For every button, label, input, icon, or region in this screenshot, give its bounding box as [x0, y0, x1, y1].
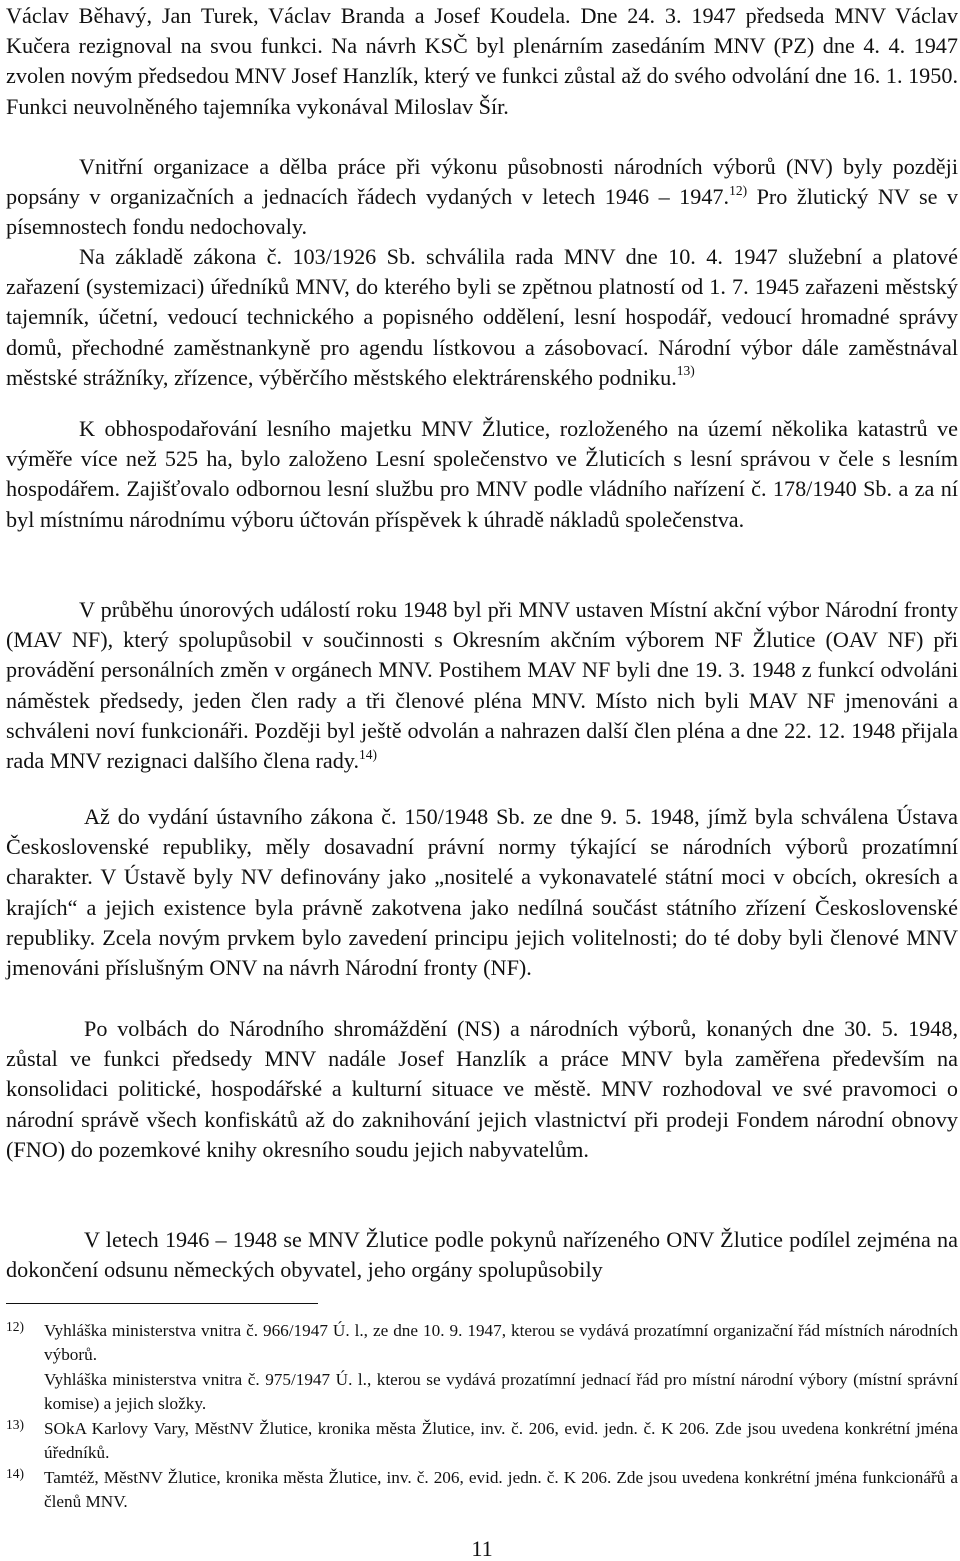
paragraph-february-1948: V průběhu únorových událostí roku 1948 byl při MNV ustaven Místní akční výbor Národní fronty (MAV NF), který spolupůsobil v součinnosti s Okresním akčním výborem NF Žlutice (OAV NF) při provádění personálních změn v orgánech MNV. Postihem MAV NF byli dne 19. 3. 1948 z funkcí odvoláni náměstek předsedy, jeden člen rady a tři členové pléna MNV. Místo nich byli MAV NF jmenováni a schváleni noví funkcionáři. Později byl ještě odvolán a nahrazen další člen pléna a dne 22. 12. 1948 přijala rada MNV rezignaci dalšího člena rady.$^{14)}$	[6, 597, 958, 774]
paragraph-internal-organization: Vnitřní organizace a dělba práce při výkonu působnosti národních výborů (NV) byly později popsány v organizačních a jednacích řádech vydaných v letech 1946 – 1947.$^{12)}$ Pro žlutický NV se v písemnostech fondu nedochovaly.	[6, 154, 959, 240]
paragraph-elections: Po volbách do Národního shromáždění (NS) a národních výborů, konaných dne 30. 5. 1948, zůstal ve funkci předsedy MNV nadále Josef Hanzlík a práce MNV byla zaměřena především na konsolidaci politické, hospodářské a kulturní situace ve městě. MNV rozhodoval ve své pravomoci o národní správě všech konfiskátů až do zaknihování jejich vlastnictví při prodeji Fondem národní obnovy (FNO) do pozemkové knihy okresního soudu jejich nabyvatelům.	[6, 1016, 958, 1162]
footnote-ref-12[interactable]: 12)	[729, 182, 748, 198]
footnote-text: Vyhláška ministerstva vnitra č. 975/1947 Ú. l., kterou se vydává prozatímní jednací řád pro místní národní výbory (místní správní komise) a jejich složky.	[44, 1370, 958, 1413]
paragraph-systemization: Na základě zákona č. 103/1926 Sb. schválila rada MNV dne 10. 4. 1947 služební a platové zařazení (systemizaci) úředníků MNV, do kterého byli se zpětnou platností od 1. 7. 1945 zařazeni městský tajemník, účetní, vedoucí technického a popisného oddělení, lesní hospodář, vedoucí hromadné správy domů, přechodné zaměstnankyně pro agendu lístkovou a zásobovací. Národní výbor dále zaměstnával městské strážníky, zřízence, výběrčího městského elektrárenského podniku.$^{13)}$	[6, 244, 958, 390]
footnote-12	[6, 1319, 958, 1366]
footnote-mark: 13)	[6, 1417, 24, 1432]
footnote-14	[6, 1466, 958, 1513]
footnote-divider	[6, 1303, 318, 1304]
page-number: 11	[471, 1536, 493, 1561]
paragraph-forest-company: K obhospodařování lesního majetku MNV Žlutice, rozloženého na území několika katastrů ve výměře více než 525 ha, bylo založeno Lesní společenstvo ve Žluticích s lesní správou v čele s lesním hospodářem. Zajišťovalo odbornou lesní službu pro MNV podle vládního nařízení č. 178/1940 Sb. a za ní byl místnímu národnímu výboru účtován příspěvek k úhradě nákladů společenstva.	[6, 416, 958, 532]
document-page	[6, 0, 958, 1561]
paragraph-continuation: Václav Běhavý, Jan Turek, Václav Branda a Josef Koudela. Dne 24. 3. 1947 předseda MNV Václav Kučera rezignoval na svou funkci. Na návrh KSČ byl plenárním zasedáním MNV (PZ) dne 4. 4. 1947 zvolen novým předsedou MNV Josef Hanzlík, který ve funkci zůstal až do svého odvolání dne 16. 1. 1950. Funkci neuvolněného tajemníka vykonával Miloslav Šír.	[6, 3, 958, 119]
paragraph-constitution: Až do vydání ústavního zákona č. 150/1948 Sb. ze dne 9. 5. 1948, jímž byla schválena Ústava Československé republiky, měly dosavadní právní normy týkající se národních výborů prozatímní charakter. V Ústavě byly NV definovány jako „nositelé a vykonavatelé státní moci v obcích, okresích a krajích“ a jejich existence byla právně zakotvena jako nedílná součást státního zřízení Československé republiky. Zcela novým prvkem bylo zavedení principu jejich volitelnosti; do té doby byli členové MNV jmenováni příslušným ONV na návrh Národní fronty (NF).	[6, 804, 958, 981]
paragraph-transfer: V letech 1946 – 1948 se MNV Žlutice podle pokynů nařízeného ONV Žlutice podílel zejména na dokončení odsunu německých obyvatel, jeho orgány spolupůsobily	[6, 1227, 958, 1283]
footnote-text: Tamtéž, MěstNV Žlutice, kronika města Žlutice, inv. č. 206, evid. jedn. č. K 206. Zde jsou uvedena konkrétní jména funkcionářů a členů MNV.	[44, 1468, 958, 1511]
footnote-ref-14[interactable]: 14)	[359, 746, 378, 762]
footnote-13	[6, 1417, 958, 1464]
footnote-mark: 14)	[6, 1466, 24, 1481]
footnote-text: Vyhláška ministerstva vnitra č. 966/1947 Ú. l., ze dne 10. 9. 1947, kterou se vydává prozatímní organizační řád místních národních výborů.	[44, 1321, 958, 1364]
footnote-ref-13[interactable]: 13)	[676, 363, 695, 379]
footnote-12-continued	[6, 1368, 958, 1415]
footnote-text: SOkA Karlovy Vary, MěstNV Žlutice, kronika města Žlutice, inv. č. 206, evid. jedn. č. K 206. Zde jsou uvedena konkrétní jména úředníků.	[44, 1419, 958, 1462]
footnote-mark: 12)	[6, 1319, 24, 1334]
